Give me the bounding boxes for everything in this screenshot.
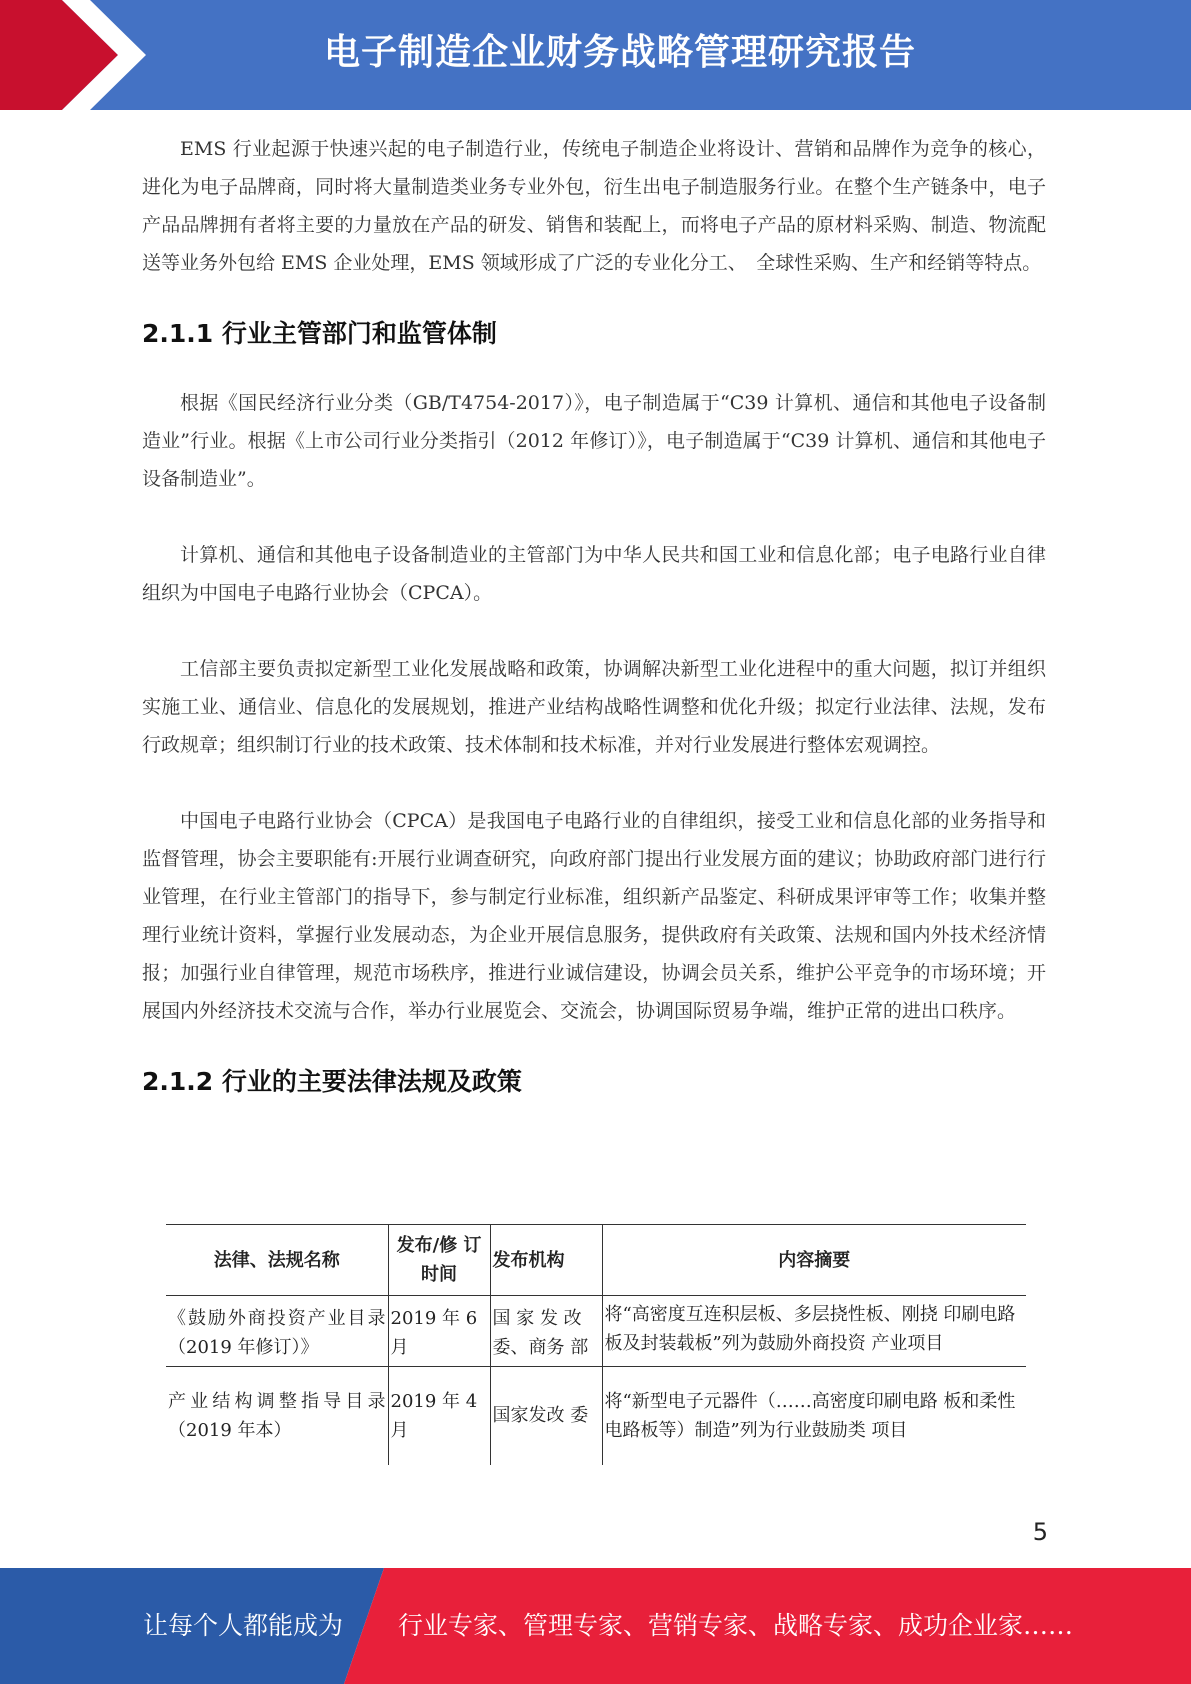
cell-law-name: 《鼓励外商投资产业目录（2019 年修订）》 <box>166 1296 388 1367</box>
cell-summary: 将“高密度互连积层板、多层挠性板、刚挠 印刷电路板及封装载板”列为鼓励外商投资 产业项目 <box>604 1304 1016 1354</box>
cell-date: 2019 年 4 月 <box>388 1367 490 1466</box>
column-header-summary: 内容摘要 <box>778 1249 851 1271</box>
footer-slogan-left: 让每个人都能成为 <box>143 1611 344 1640</box>
footer-slogan-right: 行业专家、管理专家、营销专家、战略专家、成功企业家…… <box>398 1611 1074 1640</box>
table-row <box>166 1367 1026 1466</box>
header-chevron-graphic <box>0 0 160 110</box>
cell-law-name: 产业结构调整指导目录（2019 年本） <box>166 1367 388 1466</box>
report-title: 电子制造企业财务战略管理研究报告 <box>323 32 916 73</box>
column-header-date: 发布/修 订时间 <box>388 1225 490 1296</box>
cell-agency: 国 家 发 改 委、商务 部 <box>490 1296 602 1367</box>
paragraph-miit-duties: 工信部主要负责拟定新型工业化发展战略和政策，协调解决新型工业化进程中的重大问题，拟订并组织实施工业、通信业、信息化的发展规划，推进产业结构战略性调整和优化升级；拟定行业法律、法规，发布行政规章；组织制订行业的技术政策、技术体制和技术标准，并对行业发展进行整体宏观调控。 <box>142 658 1046 756</box>
cell-summary: 将“新型电子元器件（……高密度印刷电路 板和柔性电路板等）制造”列为行业鼓励类 项目 <box>604 1391 1016 1441</box>
column-header-agency: 发布机构 <box>490 1225 602 1296</box>
section-heading-2-1-2: 2.1.2 行业的主要法律法规及政策 <box>142 1067 522 1096</box>
section-heading-2-1-1: 2.1.1 行业主管部门和监管体制 <box>142 319 497 348</box>
intro-paragraph: EMS 行业起源于快速兴起的电子制造行业，传统电子制造企业将设计、营销和品牌作为竞争的核心，进化为电子品牌商，同时将大量制造类业务专业外包，衍生出电子制造服务行业。在整个生产链条中，电子产品品牌拥有者将主要的力量放在产品的研发、销售和装配上，而将电子产品的原材料采购、制造、物流配送等业务外包给 EMS 企业处理，EMS 领域形成了广泛的专业化分工、 全球性采购、生产和经销等特点。 <box>142 138 1046 274</box>
header-band <box>0 0 1191 110</box>
paragraph-cpca-duties: 中国电子电路行业协会（CPCA）是我国电子电路行业的自律组织，接受工业和信息化部的业务指导和监督管理，协会主要职能有:开展行业调查研究，向政府部门提出行业发展方面的建议；协助政府部门进行行业管理，在行业主管部门的指导下，参与制定行业标准，组织新产品鉴定、科研成果评审等工作；收集并整理行业统计资料，掌握行业发展动态，为企业开展信息服务，提供政府有关政策、法规和国内外技术经济情报；加强行业自律管理，规范市场秩序，推进行业诚信建设，协调会员关系，维护公平竞争的市场环境；开展国内外经济技术交流与合作，举办行业展览会、交流会，协调国际贸易争端，维护正常的进出口秩序。 <box>142 810 1046 1022</box>
table-header-row <box>166 1225 1026 1296</box>
regulations-table <box>166 1224 1026 1465</box>
main-content <box>142 130 1046 1098</box>
cell-date: 2019 年 6 月 <box>388 1296 490 1367</box>
column-header-law-name: 法律、法规名称 <box>166 1225 388 1296</box>
footer-band <box>0 1568 1191 1684</box>
paragraph-regulator: 计算机、通信和其他电子设备制造业的主管部门为中华人民共和国工业和信息化部；电子电路行业自律组织为中国电子电路行业协会（CPCA）。 <box>142 544 1046 604</box>
page-number: 5 <box>1032 1518 1048 1546</box>
cell-agency: 国家发改 委 <box>490 1367 602 1466</box>
table-row <box>166 1296 1026 1367</box>
paragraph-industry-classification: 根据《国民经济行业分类（GB/T4754-2017）》，电子制造属于“C39 计算机、通信和其他电子设备制造业”行业。根据《上市公司行业分类指引（2012 年修订）》，电子制造属于“C39 计算机、通信和其他电子设备制造业”。 <box>142 392 1046 490</box>
